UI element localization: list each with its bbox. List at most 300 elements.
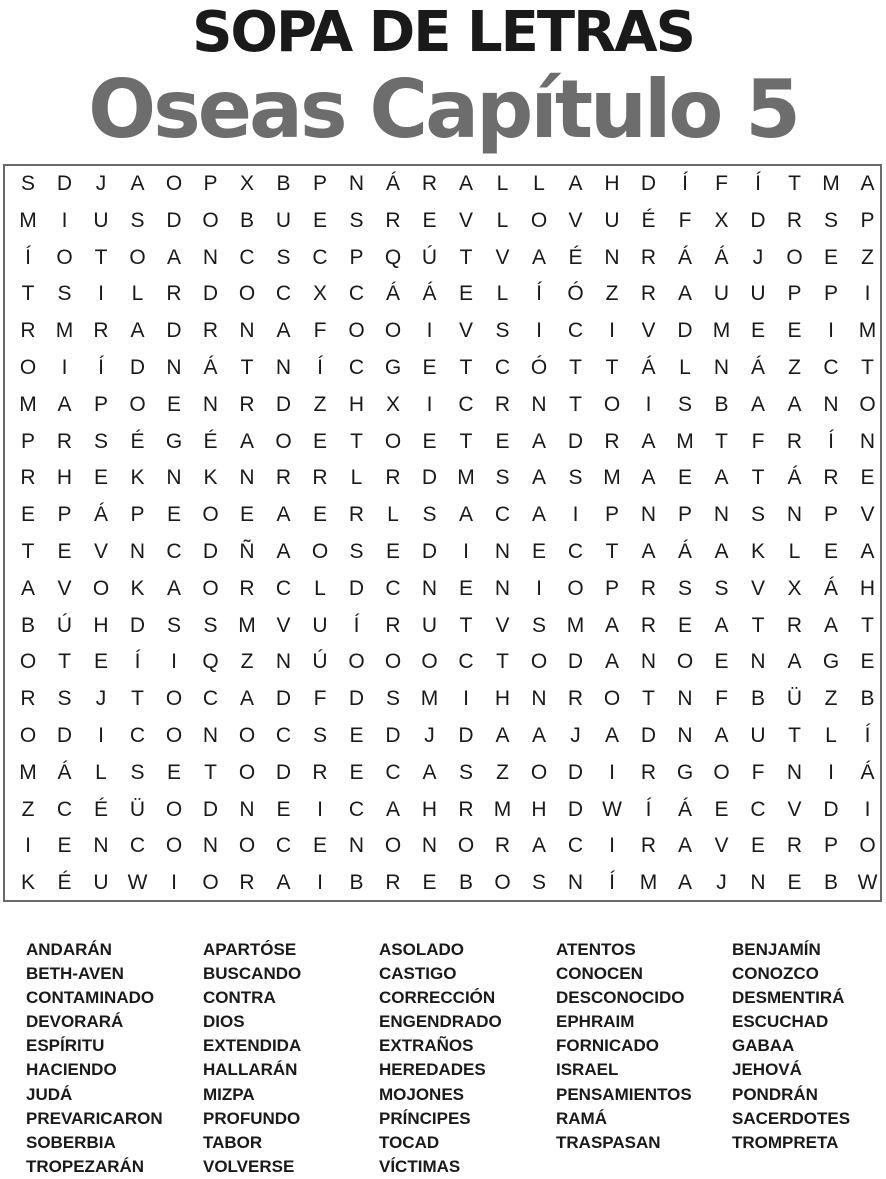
grid-letter[interactable]: S <box>57 282 72 306</box>
grid-letter[interactable]: E <box>422 208 437 232</box>
grid-letter[interactable]: E <box>57 834 72 858</box>
grid-letter[interactable]: X <box>714 208 729 232</box>
grid-letter[interactable]: N <box>713 503 730 527</box>
grid-letter[interactable]: O <box>603 392 621 416</box>
grid-letter[interactable]: Á <box>677 245 692 269</box>
grid-letter[interactable]: I <box>98 724 104 747</box>
grid-letter[interactable]: S <box>750 503 765 527</box>
grid-letter[interactable]: H <box>859 576 876 600</box>
grid-letter[interactable]: V <box>93 540 108 563</box>
grid-letter[interactable]: M <box>19 392 37 416</box>
grid-letter[interactable]: A <box>130 172 145 195</box>
grid-letter[interactable]: P <box>349 245 364 269</box>
grid-letter[interactable]: O <box>859 834 876 858</box>
grid-letter[interactable]: M <box>676 429 694 453</box>
grid-letter[interactable]: Í <box>536 282 542 306</box>
grid-letter[interactable]: S <box>458 760 473 784</box>
grid-letter[interactable]: Í <box>317 356 323 379</box>
grid-letter[interactable]: S <box>531 871 546 895</box>
grid-letter[interactable]: Í <box>682 172 688 195</box>
grid-letter[interactable]: É <box>57 871 72 895</box>
grid-letter[interactable]: A <box>714 724 729 747</box>
grid-letter[interactable]: W <box>127 871 148 895</box>
grid-letter[interactable]: L <box>95 760 107 784</box>
grid-letter[interactable]: O <box>56 245 73 269</box>
grid-letter[interactable]: A <box>677 871 692 895</box>
grid-letter[interactable]: J <box>95 687 107 711</box>
grid-letter[interactable]: I <box>609 319 615 343</box>
grid-letter[interactable]: T <box>751 466 765 490</box>
grid-letter[interactable]: V <box>641 319 656 343</box>
grid-letter[interactable]: O <box>92 576 110 600</box>
grid-letter[interactable]: J <box>752 245 764 269</box>
grid-letter[interactable]: I <box>609 760 615 784</box>
grid-letter[interactable]: X <box>385 392 400 416</box>
grid-letter[interactable]: A <box>604 650 619 674</box>
grid-letter[interactable]: D <box>640 172 657 195</box>
grid-letter[interactable]: D <box>750 208 766 232</box>
grid-letter[interactable]: E <box>166 503 181 527</box>
grid-letter[interactable]: R <box>20 319 36 343</box>
grid-letter[interactable]: N <box>677 724 693 747</box>
grid-letter[interactable]: F <box>715 172 728 195</box>
grid-letter[interactable]: S <box>130 760 145 784</box>
grid-letter[interactable]: B <box>714 392 729 416</box>
grid-letter[interactable]: R <box>786 429 803 453</box>
grid-letter[interactable]: U <box>713 282 730 306</box>
grid-letter[interactable]: C <box>202 687 219 711</box>
grid-letter[interactable]: L <box>533 172 545 195</box>
grid-letter[interactable]: A <box>458 172 473 195</box>
grid-letter[interactable]: V <box>495 245 510 269</box>
grid-letter[interactable]: P <box>677 503 692 527</box>
grid-letter[interactable]: C <box>750 797 766 821</box>
grid-letter[interactable]: D <box>567 429 584 453</box>
grid-letter[interactable]: Q <box>384 245 402 269</box>
grid-letter[interactable]: S <box>203 613 218 637</box>
grid-letter[interactable]: T <box>861 356 874 379</box>
grid-letter[interactable]: E <box>860 650 875 674</box>
grid-letter[interactable]: S <box>349 208 364 232</box>
grid-letter[interactable]: T <box>459 613 473 637</box>
grid-letter[interactable]: R <box>312 466 328 490</box>
grid-letter[interactable]: O <box>19 650 37 674</box>
grid-letter[interactable]: C <box>166 540 182 563</box>
grid-letter[interactable]: N <box>202 724 219 747</box>
grid-letter[interactable]: T <box>350 429 363 453</box>
grid-letter[interactable]: D <box>567 650 584 674</box>
grid-letter[interactable]: T <box>496 650 509 674</box>
grid-letter[interactable]: L <box>496 172 509 195</box>
grid-letter[interactable]: Í <box>609 871 615 895</box>
grid-letter[interactable]: W <box>857 871 878 895</box>
grid-letter[interactable]: N <box>275 650 292 674</box>
grid-letter[interactable]: C <box>458 650 474 674</box>
grid-letter[interactable]: C <box>129 724 146 747</box>
grid-letter[interactable]: E <box>422 871 437 895</box>
grid-letter[interactable]: Í <box>755 172 761 195</box>
grid-letter[interactable]: M <box>19 760 37 784</box>
grid-letter[interactable]: Á <box>677 540 692 563</box>
grid-letter[interactable]: M <box>19 208 37 232</box>
grid-letter[interactable]: V <box>276 613 291 637</box>
grid-letter[interactable]: M <box>457 466 475 490</box>
grid-letter[interactable]: I <box>609 834 615 858</box>
grid-letter[interactable]: N <box>786 503 803 527</box>
grid-letter[interactable]: T <box>459 429 473 453</box>
grid-letter[interactable]: N <box>166 356 182 379</box>
grid-letter[interactable]: O <box>384 834 402 858</box>
grid-letter[interactable]: O <box>202 208 219 232</box>
grid-letter[interactable]: R <box>166 282 182 306</box>
grid-letter[interactable]: E <box>312 503 327 527</box>
grid-letter[interactable]: E <box>714 797 729 821</box>
grid-letter[interactable]: S <box>166 613 181 637</box>
grid-letter[interactable]: T <box>459 356 473 379</box>
grid-letter[interactable]: I <box>463 687 469 711</box>
grid-letter[interactable]: V <box>458 319 473 343</box>
grid-letter[interactable]: R <box>494 392 511 416</box>
grid-letter[interactable]: R <box>239 576 255 600</box>
grid-letter[interactable]: A <box>458 503 473 527</box>
grid-letter[interactable]: T <box>788 724 801 747</box>
grid-letter[interactable]: Í <box>98 356 104 379</box>
grid-letter[interactable]: L <box>496 208 509 232</box>
grid-letter[interactable]: O <box>421 650 438 674</box>
grid-letter[interactable]: U <box>604 208 620 232</box>
grid-letter[interactable]: S <box>385 687 400 711</box>
grid-letter[interactable]: O <box>238 760 256 784</box>
grid-letter[interactable]: I <box>171 650 177 674</box>
grid-letter[interactable]: Z <box>21 797 35 821</box>
grid-letter[interactable]: U <box>93 208 109 232</box>
grid-letter[interactable]: R <box>348 503 365 527</box>
grid-letter[interactable]: O <box>238 724 256 747</box>
grid-letter[interactable]: R <box>640 245 657 269</box>
grid-letter[interactable]: N <box>93 834 109 858</box>
grid-letter[interactable]: P <box>604 503 619 527</box>
grid-letter[interactable]: A <box>677 834 692 858</box>
grid-letter[interactable]: D <box>166 319 182 343</box>
grid-letter[interactable]: F <box>678 208 692 232</box>
grid-letter[interactable]: E <box>823 540 838 563</box>
grid-letter[interactable]: B <box>750 687 765 711</box>
grid-letter[interactable]: N <box>239 319 255 343</box>
grid-letter[interactable]: U <box>93 871 109 895</box>
grid-letter[interactable]: S <box>495 466 510 490</box>
grid-letter[interactable]: Ñ <box>239 540 255 563</box>
grid-letter[interactable]: I <box>463 540 469 563</box>
grid-letter[interactable]: R <box>385 613 401 637</box>
grid-letter[interactable]: D <box>202 540 219 563</box>
grid-letter[interactable]: J <box>424 724 435 747</box>
grid-letter[interactable]: O <box>603 687 621 711</box>
grid-letter[interactable]: V <box>495 613 510 637</box>
grid-letter[interactable]: C <box>567 319 584 343</box>
grid-letter[interactable]: R <box>202 319 219 343</box>
grid-letter[interactable]: A <box>714 613 729 637</box>
grid-letter[interactable]: N <box>750 871 766 895</box>
grid-letter[interactable]: A <box>531 245 546 269</box>
grid-letter[interactable]: É <box>641 208 656 232</box>
grid-letter[interactable]: U <box>312 613 328 637</box>
grid-letter[interactable]: E <box>458 282 473 306</box>
grid-letter[interactable]: M <box>712 319 731 343</box>
grid-letter[interactable]: D <box>202 797 219 821</box>
grid-letter[interactable]: U <box>275 208 292 232</box>
grid-letter[interactable]: E <box>714 650 729 674</box>
grid-letter[interactable]: É <box>130 429 145 453</box>
grid-letter[interactable]: E <box>787 319 802 343</box>
grid-letter[interactable]: Q <box>202 650 219 674</box>
grid-letter[interactable]: C <box>823 356 839 379</box>
grid-letter[interactable]: H <box>348 392 365 416</box>
grid-letter[interactable]: T <box>605 540 619 563</box>
grid-letter[interactable]: I <box>426 392 433 416</box>
grid-letter[interactable]: R <box>93 319 109 343</box>
grid-letter[interactable]: A <box>641 466 656 490</box>
grid-letter[interactable]: J <box>95 172 107 195</box>
grid-letter[interactable]: A <box>20 576 35 600</box>
grid-letter[interactable]: E <box>57 540 72 563</box>
grid-letter[interactable]: E <box>93 650 108 674</box>
grid-letter[interactable]: S <box>130 208 145 232</box>
grid-letter[interactable]: K <box>20 871 35 895</box>
grid-letter[interactable]: R <box>458 797 474 821</box>
grid-letter[interactable]: W <box>602 797 622 821</box>
grid-letter[interactable]: C <box>129 834 146 858</box>
grid-letter[interactable]: I <box>536 576 542 600</box>
grid-letter[interactable]: T <box>21 540 35 563</box>
grid-letter[interactable]: O <box>384 319 402 343</box>
grid-letter[interactable]: Z <box>824 687 838 711</box>
grid-letter[interactable]: T <box>58 650 71 674</box>
grid-letter[interactable]: A <box>166 245 181 269</box>
grid-letter[interactable]: M <box>639 871 658 895</box>
grid-letter[interactable]: N <box>239 797 255 821</box>
grid-letter[interactable]: Á <box>823 576 838 600</box>
grid-letter[interactable]: A <box>604 613 619 637</box>
grid-letter[interactable]: Z <box>313 392 327 416</box>
grid-letter[interactable]: J <box>570 724 581 747</box>
grid-letter[interactable]: C <box>494 503 511 527</box>
grid-letter[interactable]: I <box>61 356 68 379</box>
grid-letter[interactable]: O <box>859 392 876 416</box>
grid-letter[interactable]: R <box>786 834 803 858</box>
grid-letter[interactable]: T <box>569 392 582 416</box>
grid-letter[interactable]: H <box>531 797 547 821</box>
grid-letter[interactable]: G <box>165 429 183 453</box>
grid-letter[interactable]: V <box>458 208 473 232</box>
grid-letter[interactable]: P <box>203 172 218 195</box>
grid-letter[interactable]: A <box>531 834 546 858</box>
grid-letter[interactable]: L <box>314 576 326 600</box>
grid-letter[interactable]: T <box>605 356 619 379</box>
grid-letter[interactable]: H <box>494 687 511 711</box>
grid-letter[interactable]: R <box>239 392 255 416</box>
grid-letter[interactable]: N <box>494 576 511 600</box>
grid-letter[interactable]: E <box>20 503 35 527</box>
grid-letter[interactable]: O <box>530 650 548 674</box>
grid-letter[interactable]: A <box>276 871 291 895</box>
grid-letter[interactable]: O <box>165 172 183 195</box>
grid-letter[interactable]: Í <box>25 245 31 269</box>
grid-letter[interactable]: R <box>56 429 73 453</box>
grid-letter[interactable]: B <box>349 871 364 895</box>
grid-letter[interactable]: S <box>349 540 364 563</box>
grid-letter[interactable]: R <box>20 687 36 711</box>
grid-letter[interactable]: E <box>349 760 364 784</box>
grid-letter[interactable]: A <box>239 429 254 453</box>
grid-letter[interactable]: F <box>313 687 327 711</box>
grid-letter[interactable]: M <box>858 319 877 343</box>
grid-letter[interactable]: T <box>569 356 582 379</box>
grid-letter[interactable]: Ó <box>530 356 548 379</box>
grid-letter[interactable]: N <box>531 392 547 416</box>
grid-letter[interactable]: N <box>348 834 365 858</box>
grid-letter[interactable]: Á <box>787 466 802 490</box>
grid-letter[interactable]: Á <box>422 282 437 306</box>
grid-letter[interactable]: O <box>457 834 475 858</box>
grid-letter[interactable]: A <box>860 172 875 195</box>
grid-letter[interactable]: S <box>312 724 327 747</box>
grid-letter[interactable]: J <box>716 871 727 895</box>
grid-letter[interactable]: I <box>98 282 104 306</box>
grid-letter[interactable]: E <box>312 429 327 453</box>
grid-letter[interactable]: I <box>536 319 542 343</box>
grid-letter[interactable]: C <box>275 576 292 600</box>
grid-letter[interactable]: I <box>317 797 323 821</box>
grid-letter[interactable]: O <box>202 503 219 527</box>
grid-letter[interactable]: N <box>129 540 146 563</box>
grid-letter[interactable]: D <box>567 797 584 821</box>
grid-letter[interactable]: S <box>276 245 291 269</box>
grid-letter[interactable]: R <box>312 760 328 784</box>
grid-letter[interactable]: S <box>20 172 35 195</box>
grid-letter[interactable]: A <box>531 429 546 453</box>
grid-letter[interactable]: R <box>20 466 36 490</box>
grid-letter[interactable]: G <box>384 356 402 379</box>
grid-letter[interactable]: C <box>275 724 292 747</box>
grid-letter[interactable]: R <box>640 613 657 637</box>
grid-letter[interactable]: Á <box>203 356 218 379</box>
grid-letter[interactable]: P <box>860 208 875 232</box>
grid-letter[interactable]: R <box>640 282 657 306</box>
grid-letter[interactable]: Á <box>385 172 400 195</box>
grid-letter[interactable]: E <box>823 245 838 269</box>
grid-letter[interactable]: D <box>823 797 839 821</box>
grid-letter[interactable]: Z <box>861 245 874 269</box>
grid-letter[interactable]: Ú <box>56 613 73 637</box>
grid-letter[interactable]: D <box>458 724 474 747</box>
grid-letter[interactable]: A <box>677 282 692 306</box>
grid-letter[interactable]: A <box>531 466 546 490</box>
grid-letter[interactable]: D <box>640 724 657 747</box>
grid-letter[interactable]: G <box>676 760 694 784</box>
grid-letter[interactable]: V <box>860 503 875 527</box>
grid-letter[interactable]: O <box>19 356 37 379</box>
grid-letter[interactable]: A <box>750 392 765 416</box>
grid-letter[interactable]: I <box>171 871 177 895</box>
grid-letter[interactable]: Á <box>860 760 875 784</box>
grid-letter[interactable]: E <box>750 319 765 343</box>
grid-letter[interactable]: A <box>568 172 583 195</box>
grid-letter[interactable]: D <box>421 540 438 563</box>
grid-letter[interactable]: Á <box>750 356 765 379</box>
grid-letter[interactable]: D <box>275 760 292 784</box>
grid-letter[interactable]: T <box>459 245 473 269</box>
grid-letter[interactable]: D <box>275 392 292 416</box>
grid-letter[interactable]: Ü <box>129 797 146 821</box>
grid-letter[interactable]: V <box>568 208 583 232</box>
grid-letter[interactable]: P <box>787 282 802 306</box>
grid-letter[interactable]: S <box>422 503 437 527</box>
grid-letter[interactable]: S <box>677 392 692 416</box>
grid-letter[interactable]: D <box>421 466 438 490</box>
grid-letter[interactable]: T <box>94 245 108 269</box>
grid-letter[interactable]: C <box>348 282 365 306</box>
grid-letter[interactable]: D <box>129 613 146 637</box>
grid-letter[interactable]: N <box>202 392 219 416</box>
grid-letter[interactable]: I <box>864 282 871 306</box>
grid-letter[interactable]: I <box>317 871 323 895</box>
grid-letter[interactable]: F <box>715 687 728 711</box>
grid-letter[interactable]: Á <box>57 760 72 784</box>
grid-letter[interactable]: N <box>640 503 657 527</box>
grid-letter[interactable]: C <box>494 356 511 379</box>
grid-letter[interactable]: R <box>239 871 255 895</box>
grid-letter[interactable]: R <box>494 834 511 858</box>
grid-letter[interactable]: H <box>93 613 109 637</box>
grid-letter[interactable]: C <box>275 834 292 858</box>
grid-letter[interactable]: Ú <box>421 245 438 269</box>
grid-letter[interactable]: I <box>572 503 579 527</box>
grid-letter[interactable]: A <box>130 319 145 343</box>
grid-letter[interactable]: T <box>204 760 217 784</box>
grid-letter[interactable]: K <box>203 466 218 490</box>
grid-letter[interactable]: L <box>350 466 363 490</box>
grid-letter[interactable]: D <box>202 282 219 306</box>
grid-letter[interactable]: X <box>312 282 327 306</box>
grid-letter[interactable]: N <box>166 466 182 490</box>
grid-letter[interactable]: C <box>275 282 292 306</box>
grid-letter[interactable]: Ú <box>312 650 328 674</box>
grid-letter[interactable]: R <box>385 466 401 490</box>
grid-letter[interactable]: M <box>493 797 512 821</box>
grid-letter[interactable]: E <box>239 503 254 527</box>
grid-letter[interactable]: N <box>202 834 219 858</box>
grid-letter[interactable]: R <box>421 172 438 195</box>
grid-letter[interactable]: B <box>458 871 473 895</box>
grid-letter[interactable]: Í <box>353 613 360 637</box>
grid-letter[interactable]: O <box>530 208 548 232</box>
grid-letter[interactable]: S <box>568 466 583 490</box>
grid-letter[interactable]: Z <box>240 650 254 674</box>
grid-letter[interactable]: A <box>787 650 802 674</box>
grid-letter[interactable]: O <box>275 429 292 453</box>
grid-letter[interactable]: T <box>715 429 728 453</box>
grid-letter[interactable]: A <box>641 429 656 453</box>
grid-letter[interactable]: M <box>420 687 439 711</box>
grid-letter[interactable]: R <box>275 466 292 490</box>
grid-letter[interactable]: N <box>239 466 255 490</box>
grid-letter[interactable]: N <box>567 871 584 895</box>
grid-letter[interactable]: A <box>531 503 546 527</box>
grid-letter[interactable]: C <box>348 356 365 379</box>
grid-letter[interactable]: O <box>238 834 256 858</box>
grid-letter[interactable]: Á <box>93 503 108 527</box>
grid-letter[interactable]: U <box>750 282 766 306</box>
